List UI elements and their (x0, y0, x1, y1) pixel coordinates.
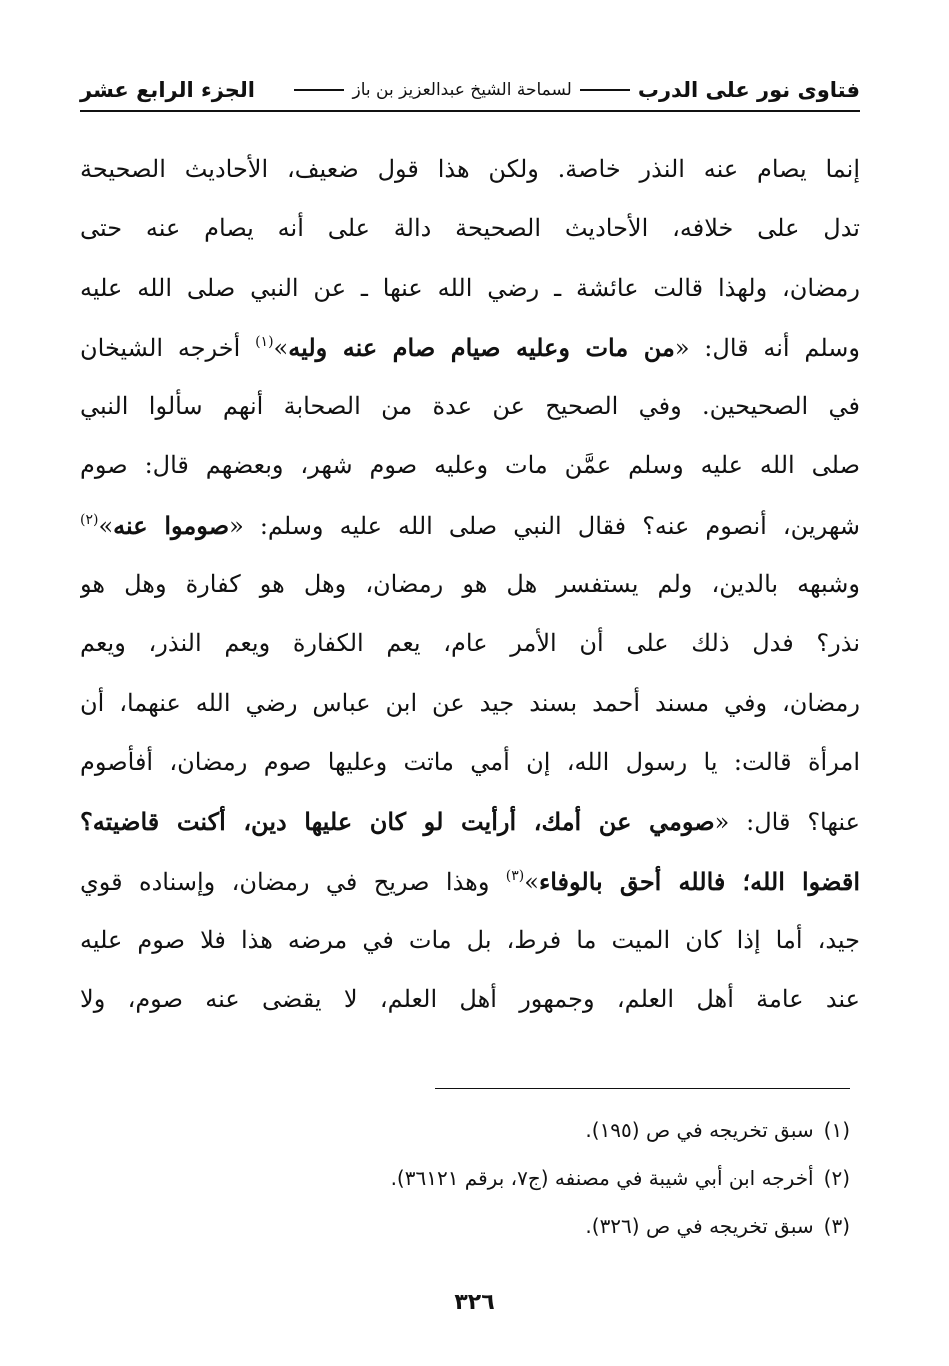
footnote-number: (٢) (823, 1166, 850, 1190)
body-line (80, 792, 860, 851)
text-segment: » (98, 511, 114, 540)
body-line (80, 674, 860, 733)
text-segment: أخرجه الشيخان (80, 333, 256, 362)
text-segment: شهرين، أنصوم عنه؟ فقال النبي صلى الله عليه وسلم: « (229, 511, 860, 540)
text-segment: رمضان، وفي مسند أحمد بسند جيد عن ابن عباس رضي الله عنهما، أن (80, 688, 860, 717)
header-dash (580, 89, 630, 91)
text-segment: في الصحيحين. وفي الصحيح عن عدة من الصحابة أنهم سألوا النبي (80, 392, 860, 421)
body-line (80, 496, 860, 555)
footnote-separator (435, 1088, 850, 1089)
body-line (80, 259, 860, 318)
text-segment: وهذا صريح في رمضان، وإسناده قوي (80, 867, 506, 896)
footnote-2 (300, 1154, 850, 1202)
body-line (80, 911, 860, 970)
series-title: فتاوى نور على الدرب (637, 78, 860, 102)
body-line (80, 436, 860, 495)
body-line (80, 377, 860, 436)
text-segment: تدل على خلافه، الأحاديث الصحيحة دالة على أنه يصام عنه حتى (80, 214, 860, 243)
text-segment: وسلم أنه قال: « (674, 333, 860, 362)
body-text (80, 140, 860, 1029)
body-line (80, 555, 860, 614)
body-line (80, 970, 860, 1029)
text-segment: عند عامة أهل العلم، وجمهور أهل العلم، لا يقضى عنه صوم، ولا (80, 985, 860, 1014)
footnote-number: (١) (823, 1118, 850, 1142)
text-segment: وشبهه بالدين، ولم يستفسر هل هو رمضان، وهل هو كفارة وهل هو (80, 570, 860, 599)
footnote-text: سبق تخريجه في ص (١٩٥). (585, 1118, 814, 1142)
footnote-number: (٣) (823, 1214, 850, 1238)
text-segment: إنما يصام عنه النذر خاصة. ولكن هذا قول ضعيف، الأحاديث الصحيحة (80, 155, 860, 183)
running-header (80, 72, 860, 108)
author-name: لسماحة الشيخ عبدالعزيز بن باز (352, 80, 572, 100)
header-rule (80, 110, 860, 112)
text-segment: » (524, 867, 539, 896)
body-line (80, 318, 860, 377)
header-title-group (294, 78, 860, 102)
body-line (80, 733, 860, 792)
text-segment: امرأة قالت: يا رسول الله، إن أمي ماتت وعليها صوم رمضان، أفأصوم (80, 747, 860, 776)
volume-label: الجزء الرابع عشر (80, 78, 255, 102)
text-segment: عنها؟ قال: « (714, 808, 860, 837)
footnote-reference: (٣) (505, 867, 525, 884)
text-segment: صلى الله عليه وسلم عمَّن مات وعليه صوم شهر، وبعضهم قال: صوم (80, 451, 860, 480)
footnote-1 (300, 1106, 850, 1154)
footnote-text: سبق تخريجه في ص (٣٢٦). (585, 1214, 814, 1238)
header-dash (294, 89, 344, 91)
hadith-quote: اقضوا الله؛ فالله أحق بالوفاء (538, 866, 860, 896)
text-segment: نذر؟ فدل ذلك على أن الأمر عام، يعم الكفارة ويعم النذر، ويعم (80, 629, 860, 658)
hadith-quote: من مات وعليه صيام صام عنه وليه (288, 332, 675, 362)
hadith-quote: صومي عن أمك، أرأيت لو كان عليها دين، أكنت قاضيته؟ (80, 807, 715, 837)
body-line (80, 852, 860, 911)
body-line (80, 614, 860, 673)
footnotes (300, 1106, 850, 1250)
footnote-reference: (٢) (80, 511, 99, 528)
page-number: ٣٢٦ (454, 1290, 495, 1315)
text-segment: جيد، أما إذا كان الميت ما فرط، بل مات في مرضه هذا فلا صوم عليه (80, 925, 860, 954)
body-line (80, 140, 860, 199)
body-line (80, 199, 860, 258)
footnote-reference: (١) (255, 333, 274, 350)
footnote-3 (300, 1202, 850, 1250)
text-segment: » (273, 333, 289, 362)
text-segment: رمضان، ولهذا قالت عائشة ـ رضي الله عنها ـ عن النبي صلى الله عليه (80, 273, 860, 302)
hadith-quote: صوموا عنه (113, 510, 230, 540)
footnote-text: أخرجه ابن أبي شيبة في مصنفه (ج٧، برقم ٣٦١٢١). (390, 1166, 814, 1190)
